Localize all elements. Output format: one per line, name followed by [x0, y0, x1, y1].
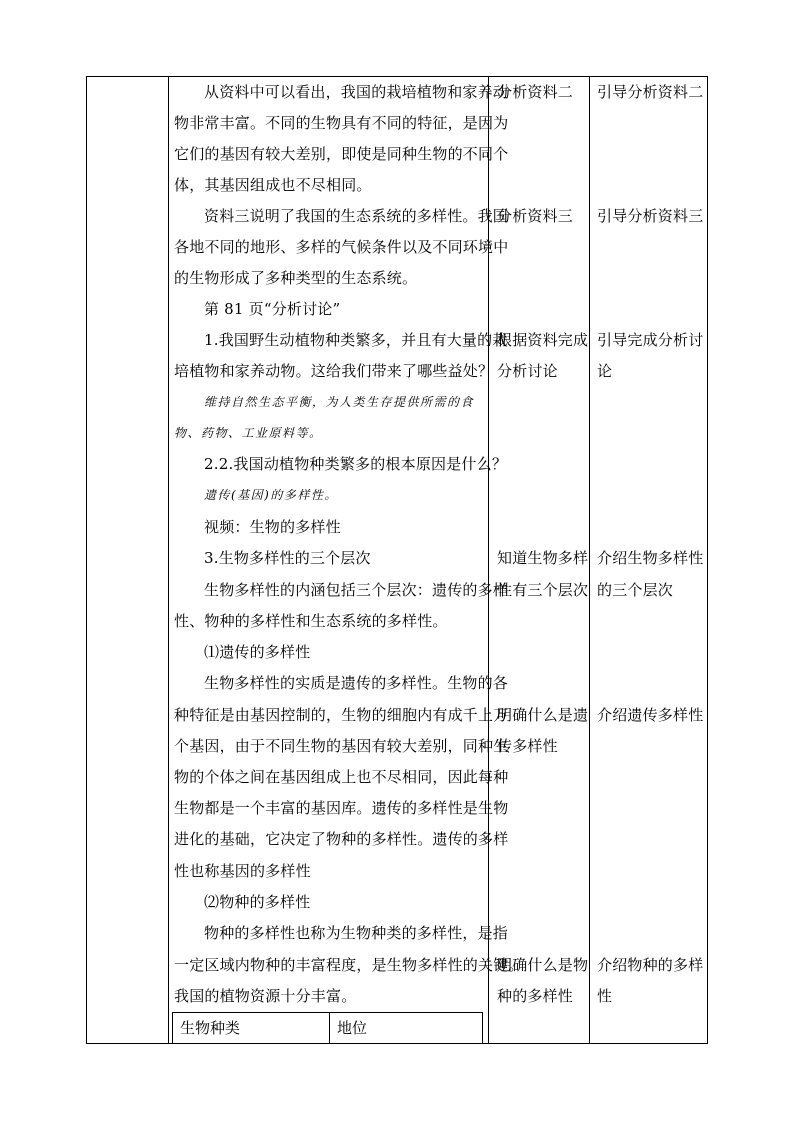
teacher-activity: 引导完成分析讨 — [597, 331, 704, 349]
paragraph-line: 视频：生物的多样性 — [204, 518, 341, 536]
student-activity: 知道生物多样 — [497, 549, 589, 567]
section-heading: 3.生物多样性的三个层次 — [204, 549, 371, 567]
handwritten-answer: 维持自然生态平衡，为人类生存提供所需的食 — [204, 395, 475, 409]
paragraph-line: 进化的基础，它决定了物种的多样性。遗传的多样 — [174, 830, 509, 848]
paragraph-line: 个基因，由于不同生物的基因有较大差别，同种生 — [174, 737, 509, 755]
teacher-activity: 介绍遗传多样性 — [597, 706, 704, 724]
student-activity: 传多样性 — [497, 737, 558, 755]
species-table-header: 生物种类 — [180, 1019, 241, 1037]
paragraph-line: 它们的基因有较大差别，即使是同种生物的不同个 — [174, 145, 509, 163]
column-divider-1 — [168, 76, 169, 1044]
paragraph-line: 物非常丰富。不同的生物具有不同的特征，是因为 — [174, 114, 509, 132]
teacher-activity: 介绍生物多样性 — [597, 549, 704, 567]
student-activity: 分析讨论 — [497, 362, 558, 380]
paragraph-line: 性、物种的多样性和生态系统的多样性。 — [174, 612, 448, 630]
sub-heading: ⑴遗传的多样性 — [204, 643, 311, 661]
teacher-activity: 引导分析资料三 — [597, 207, 704, 225]
paragraph-line: 物种的多样性也称为生物种类的多样性，是指 — [204, 924, 509, 942]
teacher-activity: 的三个层次 — [597, 581, 674, 599]
teacher-activity: 性 — [597, 987, 613, 1005]
sub-heading: ⑵物种的多样性 — [204, 893, 311, 911]
paragraph-line: 物的个体之间在基因组成上也不尽相同，因此每种 — [174, 768, 509, 786]
paragraph-line: 一定区域内物种的丰富程度，是生物多样性的关键。 — [174, 956, 524, 974]
student-activity: 分析资料二 — [497, 83, 574, 101]
paragraph-line: 生物多样性的内涵包括三个层次：遗传的多样 — [204, 581, 509, 599]
paragraph-line: 各地不同的地形、多样的气候条件以及不同环境中 — [174, 238, 509, 256]
paragraph-line: 体，其基因组成也不尽相同。 — [174, 176, 372, 194]
paragraph-line: 生物都是一个丰富的基因库。遗传的多样性是生物 — [174, 799, 509, 817]
question-line: 2.2.我国动植物种类繁多的根本原因是什么？ — [204, 455, 508, 473]
paragraph-line: 的生物形成了多种类型的生态系统。 — [174, 269, 418, 287]
teacher-activity: 介绍物种的多样 — [597, 956, 704, 974]
student-activity: 明确什么是物 — [497, 956, 589, 974]
paragraph-line: 生物多样性的实质是遗传的多样性。生物的各 — [204, 674, 509, 692]
student-activity: 性有三个层次 — [497, 581, 589, 599]
paragraph-line: 从资料中可以看出，我国的栽培植物和家养动 — [204, 83, 509, 101]
paragraph-line: 我国的植物资源十分丰富。 — [174, 987, 357, 1005]
handwritten-answer: 物、药物、工业原料等。 — [174, 426, 323, 440]
species-table-divider — [329, 1012, 330, 1044]
paragraph-line: 资料三说明了我国的生态系统的多样性。我国 — [204, 207, 509, 225]
paragraph-line: 性也称基因的多样性 — [174, 862, 311, 880]
student-activity: 种的多样性 — [497, 987, 574, 1005]
paragraph-line: 种特征是由基因控制的，生物的细胞内有成千上万 — [174, 706, 509, 724]
question-line: 1.我国野生动植物种类繁多，并且有大量的栽 — [204, 331, 508, 349]
paragraph-line: 第 81 页“分析讨论” — [204, 300, 341, 318]
teacher-activity: 论 — [597, 362, 613, 380]
student-activity: 分析资料三 — [497, 207, 574, 225]
teacher-activity: 引导分析资料二 — [597, 83, 704, 101]
handwritten-answer: 遗传(基因)的多样性。 — [204, 488, 338, 502]
column-divider-3 — [589, 76, 590, 1044]
student-activity: 明确什么是遗 — [497, 706, 589, 724]
question-line: 培植物和家养动物。这给我们带来了哪些益处？ — [174, 362, 494, 380]
species-table-header: 地位 — [337, 1019, 368, 1037]
student-activity: 根据资料完成 — [497, 331, 589, 349]
